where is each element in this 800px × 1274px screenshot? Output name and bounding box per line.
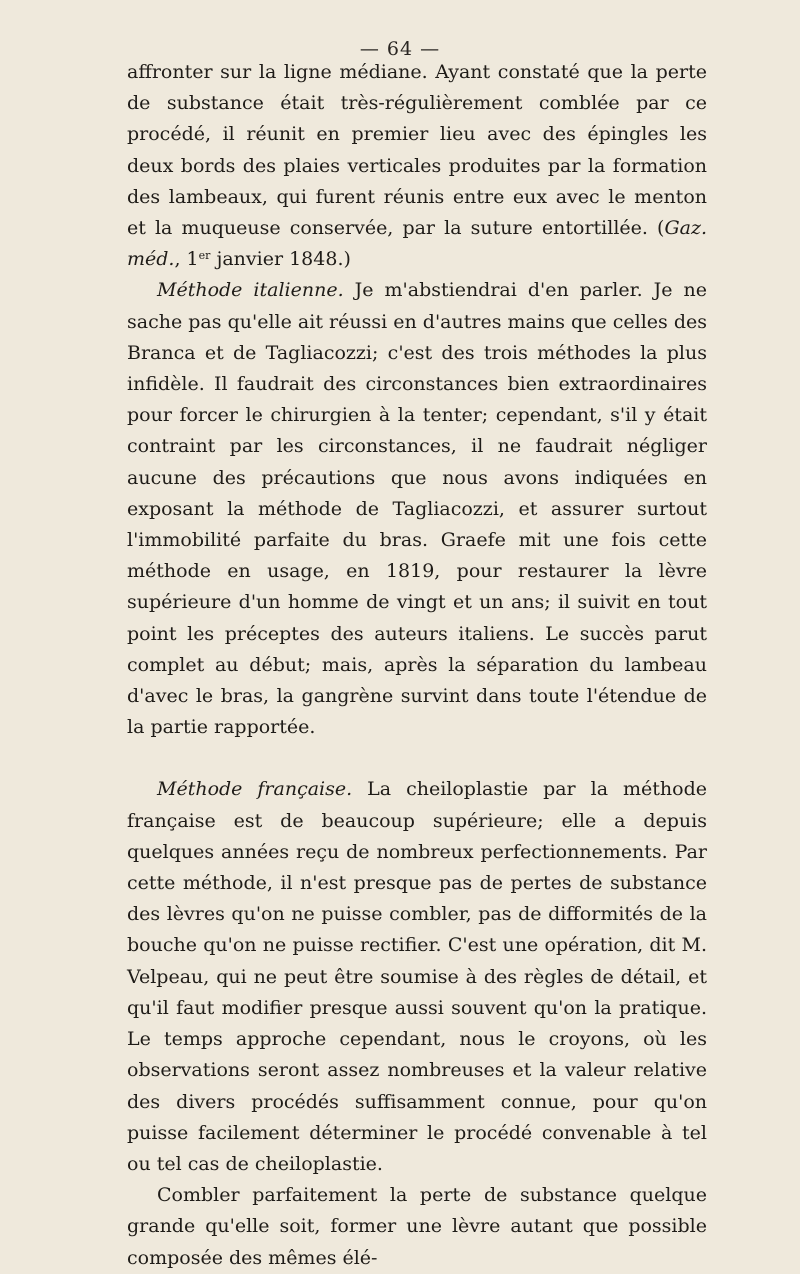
- citation-ordinal: er: [198, 249, 211, 263]
- paragraph-methode-francaise: [127, 774, 707, 1180]
- body-text: [127, 57, 707, 1274]
- paragraph-final: [127, 1180, 707, 1274]
- paragraph-text: Combler parfaitement la perte de substance quelque grande qu'elle soit, former une lèvre autant que possible composée des mêmes élé-: [127, 1184, 707, 1269]
- paragraph-text: La cheiloplastie par la méthode française est de beaucoup supérieure; elle a depuis quelques années reçu de nombreux perfectionnements. Par cette méthode, il n'est presque pas de pertes de substance des lèvres qu'on ne puisse combler, pas de difformités de la bouche qu'on ne puisse rectifier. C'est une opération, dit M. Velpeau, qui ne peut être soumise à des règles de détail, et qu'il faut modifier presque aussi souvent qu'on la pratique. Le temps approche cependant, nous le croyons, où les observations seront assez nombreuses et la valeur relative des divers procédés suffisamment connue, pour qu'on puisse facilement déterminer le procédé convenable à tel ou tel cas de cheiloplastie.: [127, 778, 707, 1175]
- paragraph-continuation: [127, 57, 707, 275]
- citation-day: , 1: [174, 248, 199, 271]
- journal-citation: Gaz. méd.: [127, 217, 707, 271]
- paragraph-text: Je m'abstiendrai d'en parler. Je ne sache pas qu'elle ait réussi en d'autres mains que celles des Branca et de Tagliacozzi; c'est des trois méthodes la plus infidèle. Il faudrait des circonstances bien extraordinaires pour forcer le chirurgien à la tenter; cependant, s'il y était contraint par les circonstances, il ne faudrait négliger aucune des précautions que nous avons indiquées en exposant la méthode de Tagliacozzi, et assurer surtout l'immobilité parfaite du bras. Graefe mit une fois cette méthode en usage, en 1819, pour restaurer la lèvre supérieure d'un homme de vingt et un ans; il suivit en tout point les préceptes des auteurs italiens. Le succès parut complet au début; mais, après la séparation du lambeau d'avec le bras, la gangrène survint dans toute l'étendue de la partie rapportée.: [127, 279, 707, 739]
- paragraph-text: affronter sur la ligne médiane. Ayant constaté que la perte de substance était très-régulièrement comblée par ce procédé, il réunit en premier lieu avec des épingles les deux bords des plaies verticales produites par la formation des lambeaux, qui furent réunis entre eux avec le menton et la muqueuse conservée, par la suture entortillée. (: [127, 61, 707, 240]
- citation-date: janvier 1848.): [210, 248, 351, 271]
- page-number: — 64 —: [359, 38, 441, 60]
- section-heading: Méthode italienne.: [157, 279, 344, 302]
- section-heading: Méthode française.: [157, 778, 353, 801]
- paragraph-methode-italienne: [127, 275, 707, 743]
